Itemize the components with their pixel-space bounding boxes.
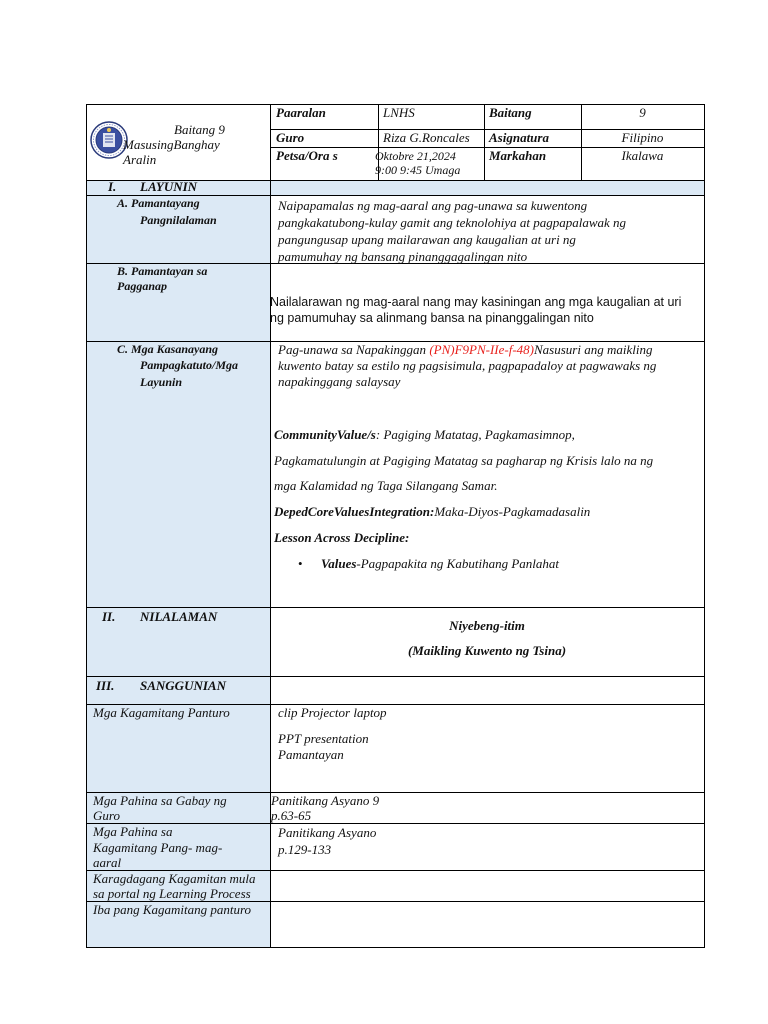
nilalaman-title: Niyebeng-itim: [449, 618, 525, 633]
guro-label: Guro: [276, 130, 305, 145]
baitang-value: 9: [639, 105, 646, 120]
sanggunian-heading: SANGGUNIAN: [140, 678, 226, 693]
paaralan-label: Paaralan: [276, 105, 326, 120]
layunin-num: I.: [108, 179, 117, 194]
row-kagamitang-panturo-label: Mga Kagamitang Panturo: [93, 705, 230, 720]
c-label-line2: Pampagkatuto/Mga: [140, 358, 239, 372]
title-line1: Baitang 9: [174, 122, 225, 137]
asignatura-label: Asignatura: [489, 130, 549, 145]
b-text: Nailalarawan ng mag-aaral nang may kasiningan ang mga kaugalian at uri ng pamumuhay sa alinmang bansa na pinanggalingan nito: [270, 295, 682, 325]
a-text: Naipapamalas ng mag-aaral ang pag-unawa sa kuwentong pangkakatubong-kulay gamit ang teknolohiya at pagpapalawak ng pangungusap upang mailarawan ang kaugalian at uri ng pamumuhay ng bansang pinanggagalingan nito: [278, 198, 627, 264]
layunin-heading: LAYUNIN: [140, 179, 198, 194]
baitang-label: Baitang: [489, 105, 532, 120]
row-karagdagang-label: Karagdagang Kagamitan mula sa portal ng Learning Process: [93, 871, 256, 901]
title-line3: Aralin: [123, 152, 157, 167]
c-text: Pag-unawa sa Napakinggan (PN)F9PN-IIe-f-48)Nasusuri ang maikling kuwento batay sa estilo ng pagsisimula, pagpapadaloy at pagwawaks ng napakinggang salaysay: [278, 342, 657, 389]
deped-core-values: DepedCoreValuesIntegration:Maka-Diyos-Pagkamadasalin: [274, 504, 591, 519]
markahan-value: Ikalawa: [621, 148, 664, 163]
petsa-label: Petsa/Ora s: [276, 148, 338, 163]
row-kagamitang-panturo-value1: clip Projector laptop: [278, 705, 387, 720]
markahan-label: Markahan: [489, 148, 547, 163]
paaralan-value: LNHS: [383, 105, 415, 120]
competency-code: (PN)F9PN-IIe-f-48): [429, 342, 534, 357]
layunin-heading-cell-right: [270, 180, 704, 195]
row-kagamitang-panturo-value3: Pamantayan: [278, 747, 344, 762]
row-gabay-guro-value: Panitikang Asyano 9 p.63-65: [271, 793, 380, 823]
nilalaman-subtitle: (Maikling Kuwento ng Tsina): [407, 643, 567, 658]
community-values-line2: Pagkamatulungin at Pagiging Matatag sa pagharap ng Krisis lalo na ng: [274, 453, 654, 468]
petsa-value-line2: 9:00 9:45 Umaga: [375, 163, 461, 177]
b-label-line1: B. Pamantayan sa: [117, 264, 208, 278]
community-values-line1: CommunityValue/s: Pagiging Matatag, Pagkamasimnop,: [274, 427, 575, 442]
nilalaman-heading: NILALAMAN: [140, 609, 218, 624]
row-iba-pang-label: Iba pang Kagamitang panturo: [93, 902, 252, 917]
a-label-line2: Pangnilalaman: [140, 213, 217, 227]
nilalaman-num: II.: [102, 609, 116, 624]
sanggunian-num: III.: [96, 678, 115, 693]
guro-value: Riza G.Roncales: [383, 130, 470, 145]
lesson-across-label: Lesson Across Decipline:: [274, 530, 410, 545]
row-gabay-guro-label: Mga Pahina sa Gabay ng Guro: [93, 793, 227, 823]
row-kagamitang-panturo-value2: PPT presentation: [278, 731, 369, 746]
c-label-line3: Layunin: [140, 375, 183, 389]
a-label-line1: A. Pamantayang: [117, 196, 200, 210]
title-line2: MasusingBanghay: [123, 137, 220, 152]
asignatura-value: Filipino: [621, 130, 664, 145]
row-mag-aaral-value: Panitikang Asyano p.129-133: [278, 825, 377, 857]
community-values-line3: mga Kalamidad ng Taga Silangang Samar.: [274, 478, 498, 493]
petsa-value-line1: Oktobre 21,2024: [375, 149, 456, 163]
c-label-line1: C. Mga Kasanayang: [117, 342, 219, 356]
b-label-line2: Pagganap: [117, 279, 168, 293]
row-mag-aaral-label: Mga Pahina sa Kagamitang Pang- mag- aaral: [93, 824, 223, 870]
bullet-icon: •: [298, 556, 303, 571]
values-item: Values-Pagpapakita ng Kabutihang Panlahat: [321, 556, 559, 571]
